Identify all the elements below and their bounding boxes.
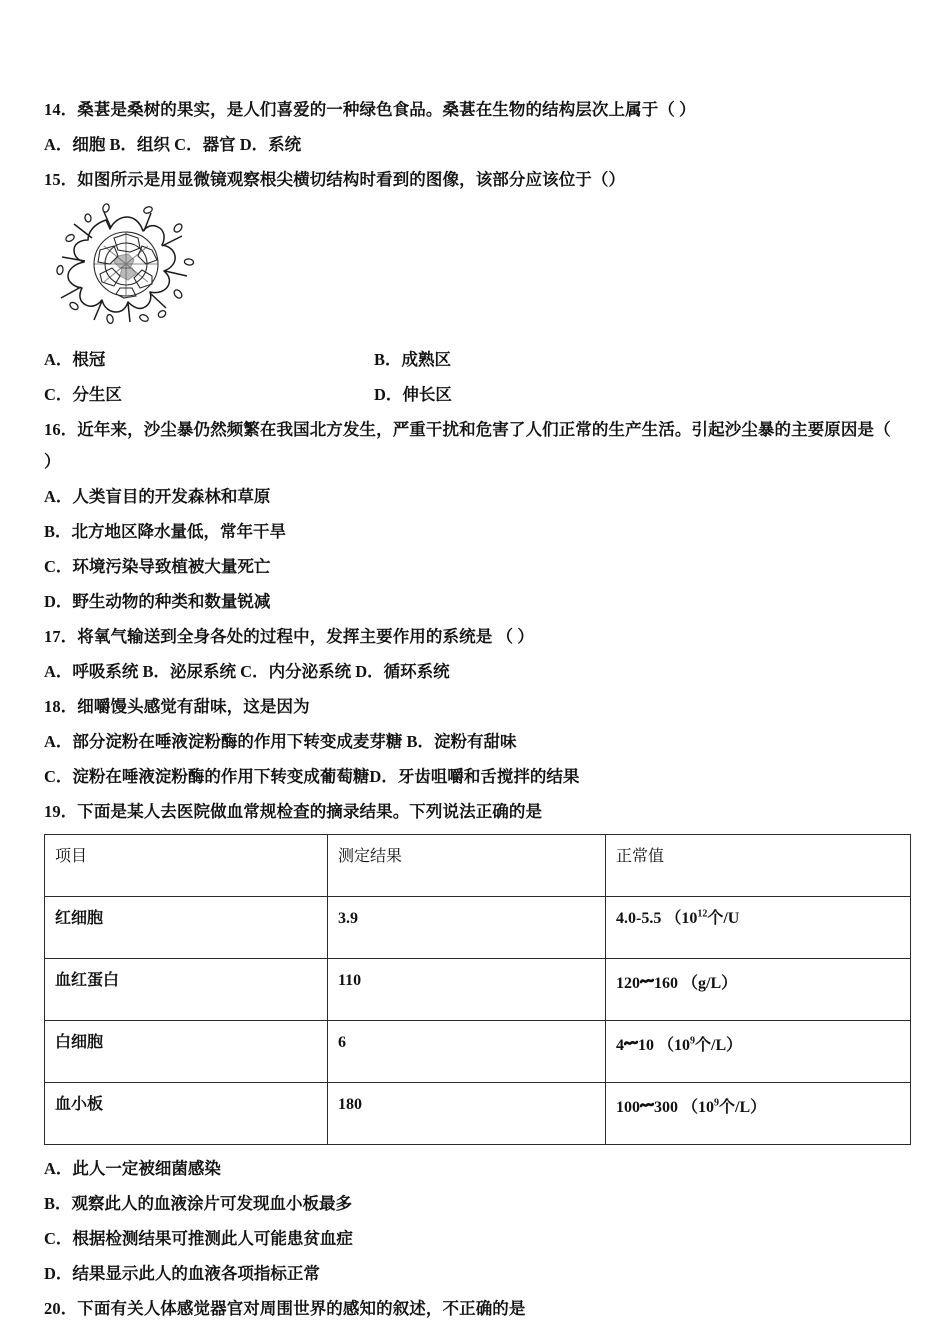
normal-low: 4 bbox=[616, 1037, 624, 1054]
question-19-option-b: B．观察此人的血液涂片可发现血小板最多 bbox=[44, 1194, 353, 1213]
question-18-stem: 18．细嚼馒头感觉有甜味，这是因为 bbox=[44, 697, 310, 716]
table-row bbox=[45, 1083, 911, 1145]
question-15-option-d: D．伸长区 bbox=[374, 385, 452, 404]
question-15-option-b: B．成熟区 bbox=[374, 350, 452, 369]
question-19-stem: 19．下面是某人去医院做血常规检查的摘录结果。下列说法正确的是 bbox=[44, 802, 543, 821]
cell-result-hemoglobin: 110 bbox=[328, 959, 606, 1021]
normal-unit-exponent: 9 bbox=[690, 1035, 696, 1047]
blood-test-table bbox=[44, 834, 911, 1145]
table-header-row bbox=[45, 835, 911, 897]
normal-unit-suffix: 个/L） bbox=[695, 1037, 743, 1054]
normal-prefix: 4.0-5.5 （10 bbox=[616, 910, 698, 927]
cell-item-platelet: 血小板 bbox=[45, 1083, 328, 1145]
question-15-options-row-2 bbox=[44, 385, 910, 404]
cell-result-white-blood-cell: 6 bbox=[328, 1021, 606, 1083]
cell-normal-platelet bbox=[606, 1083, 911, 1145]
cell-normal-white-blood-cell bbox=[606, 1021, 911, 1083]
table-row bbox=[45, 959, 911, 1021]
normal-low: 120 bbox=[616, 975, 640, 992]
normal-unit-prefix: （10 bbox=[682, 1099, 715, 1116]
cell-normal-red-blood-cell bbox=[606, 897, 911, 959]
column-header-normal: 正常值 bbox=[606, 835, 911, 897]
question-16-option-c: C．环境污染导致植被大量死亡 bbox=[44, 557, 271, 576]
question-19-option-c: C．根据检测结果可推测此人可能患贫血症 bbox=[44, 1229, 353, 1248]
question-14-options: A．细胞 B．组织 C．器官 D．系统 bbox=[44, 135, 302, 154]
wavy-dash-icon bbox=[624, 1034, 638, 1050]
question-15-option-a: A．根冠 bbox=[44, 350, 106, 369]
question-20-stem: 20．下面有关人体感觉器官对周围世界的感知的叙述，不正确的是 bbox=[44, 1299, 526, 1318]
normal-unit-prefix: （10 bbox=[658, 1037, 691, 1054]
question-16-option-b: B．北方地区降水量低，常年干旱 bbox=[44, 522, 287, 541]
question-19-option-a: A．此人一定被细菌感染 bbox=[44, 1159, 221, 1178]
normal-low: 100 bbox=[616, 1099, 640, 1116]
normal-unit-suffix: 个/L） bbox=[719, 1099, 767, 1116]
question-18-option-cd: C．淀粉在唾液淀粉酶的作用下转变成葡萄糖D．牙齿咀嚼和舌搅拌的结果 bbox=[44, 767, 580, 786]
normal-unit: （g/L） bbox=[682, 975, 738, 992]
cell-item-white-blood-cell: 白细胞 bbox=[45, 1021, 328, 1083]
cell-normal-hemoglobin bbox=[606, 959, 911, 1021]
cell-item-hemoglobin: 血红蛋白 bbox=[45, 959, 328, 1021]
column-header-item: 项目 bbox=[45, 835, 328, 897]
normal-unit-exponent: 9 bbox=[714, 1097, 720, 1109]
page-content bbox=[44, 100, 910, 1334]
question-16-option-d: D．野生动物的种类和数量锐减 bbox=[44, 592, 271, 611]
question-17-options: A．呼吸系统 B．泌尿系统 C．内分泌系统 D．循环系统 bbox=[44, 662, 450, 681]
root-tip-diagram bbox=[44, 202, 214, 328]
wavy-dash-icon bbox=[640, 1096, 654, 1112]
normal-high: 300 bbox=[654, 1099, 678, 1116]
normal-high: 10 bbox=[638, 1037, 654, 1054]
table-row bbox=[45, 897, 911, 959]
normal-exponent: 12 bbox=[697, 908, 708, 920]
question-16-option-a: A．人类盲目的开发森林和草原 bbox=[44, 487, 271, 506]
question-16-stem-continuation: ） bbox=[44, 452, 61, 471]
normal-suffix: 个/U bbox=[707, 910, 740, 927]
root-tip-cross-section-figure bbox=[44, 202, 910, 328]
column-header-result: 测定结果 bbox=[328, 835, 606, 897]
question-15-options-row-1 bbox=[44, 350, 910, 369]
question-18-option-ab: A．部分淀粉在唾液淀粉酶的作用下转变成麦芽糖 B．淀粉有甜味 bbox=[44, 732, 517, 751]
cell-result-platelet: 180 bbox=[328, 1083, 606, 1145]
question-16-stem: 16．近年来，沙尘暴仍然频繁在我国北方发生，严重干扰和危害了人们正常的生产生活。引起沙尘暴的主要原因是（ bbox=[44, 420, 891, 439]
question-17-stem: 17．将氧气输送到全身各处的过程中，发挥主要作用的系统是 （ ） bbox=[44, 627, 534, 646]
wavy-dash-icon bbox=[640, 972, 654, 988]
question-15-stem: 15．如图所示是用显微镜观察根尖横切结构时看到的图像，该部分应该位于（） bbox=[44, 170, 626, 189]
question-15-option-c: C．分生区 bbox=[44, 385, 122, 404]
cell-result-red-blood-cell: 3.9 bbox=[328, 897, 606, 959]
cell-item-red-blood-cell: 红细胞 bbox=[45, 897, 328, 959]
question-14-stem: 14．桑葚是桑树的果实，是人们喜爱的一种绿色食品。桑葚在生物的结构层次上属于（ ） bbox=[44, 100, 696, 119]
table-row bbox=[45, 1021, 911, 1083]
question-19-option-d: D．结果显示此人的血液各项指标正常 bbox=[44, 1264, 320, 1283]
normal-high: 160 bbox=[654, 975, 678, 992]
